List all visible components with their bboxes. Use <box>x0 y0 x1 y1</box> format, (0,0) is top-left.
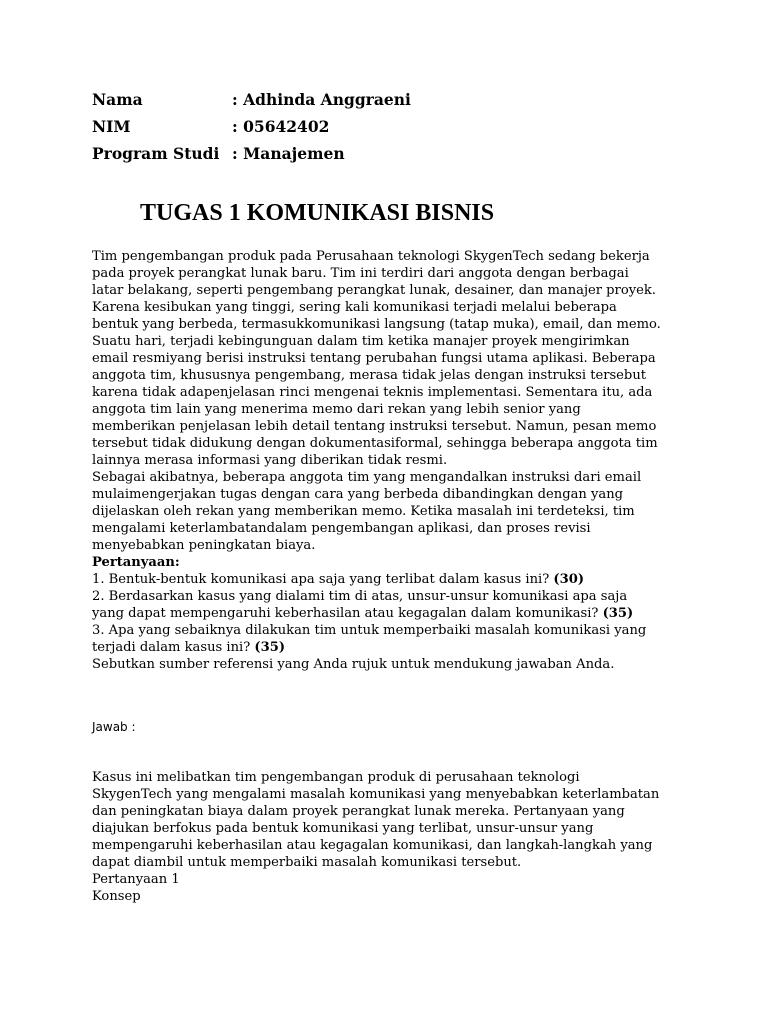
reference-note: Sebutkan sumber referensi yang Anda rujuk untuk mendukung jawaban Anda. <box>92 657 615 672</box>
case-paragraph-2: Suatu hari, terjadi kebingunguan dalam tim ketika manajer proyek mengirimkan email resmiyang berisi instruksi tentang perubahan fungsi utama aplikasi. Beberapa anggota tim, khususnya pengembang, merasa tidak jelas dengan instruksi tersebut karena tidak adapenjelasan rinci mengenai teknis implementasi. Sementara itu, ada anggota tim lain yang menerima memo dari rekan yang lebih senior yang memberikan penjelasan lebih detail tentang instruksi tersebut. Namun, pesan memo tersebut tidak didukung dengan dokumentasiformal, sehingga beberapa anggota tim lainnya merasa informasi yang diberikan tidak resmi. <box>92 334 658 468</box>
question-2-points: (35) <box>602 606 634 621</box>
document-title: TUGAS 1 KOMUNIKASI BISNIS <box>140 200 495 226</box>
nim-row <box>92 113 411 140</box>
question-3 <box>92 622 662 656</box>
question-3-points: (35) <box>254 640 286 655</box>
answer-paragraph: Kasus ini melibatkan tim pengembangan produk di perusahaan teknologi SkygenTech yang mengalami masalah komunikasi yang menyebabkan keterlambatan dan peningkatan biaya dalam proyek perangkat lunak mereka. Pertanyaan yang diajukan berfokus pada bentuk komunikasi yang terlibat, unsur-unsur yang mempengaruhi keberhasilan atau kegagalan komunikasi, dan langkah-langkah yang dapat diambil untuk memperbaiki masalah komunikasi tersebut. <box>92 770 660 870</box>
case-paragraph-3: Sebagai akibatnya, beberapa anggota tim yang mengandalkan instruksi dari email mulaimengerjakan tugas dengan cara yang berbeda dibandingkan dengan yang dijelaskan oleh rekan yang memberikan memo. Ketika masalah ini terdeteksi, tim mengalami keterlambatandalam pengembangan aplikasi, dan proses revisi menyebabkan peningkatan biaya. <box>92 470 642 553</box>
answer-section <box>92 769 662 905</box>
question-1-points: (30) <box>553 572 585 587</box>
question-3-text: 3. Apa yang sebaiknya dilakukan tim untuk memperbaiki masalah komunikasi yang terjadi dalam kasus ini? <box>92 623 647 655</box>
name-row <box>92 86 411 113</box>
study-program-label: Program Studi <box>92 144 220 163</box>
question-2 <box>92 588 662 622</box>
answer-label: Jawab : <box>92 720 136 734</box>
name-value: : Adhinda Anggraeni <box>232 90 411 109</box>
study-program-value: : Manajemen <box>232 144 345 163</box>
study-program-row <box>92 140 411 167</box>
question-1-text: 1. Bentuk-bentuk komunikasi apa saja yang terlibat dalam kasus ini? <box>92 572 550 587</box>
name-label: Nama <box>92 90 143 109</box>
answer-question-1-heading: Pertanyaan 1 <box>92 872 180 887</box>
answer-concept-heading: Konsep <box>92 889 141 904</box>
nim-label: NIM <box>92 117 131 136</box>
question-2-text: 2. Berdasarkan kasus yang dialami tim di atas, unsur-unsur komunikasi apa saja yang dapat mempengaruhi keberhasilan atau kegagalan dalam komunikasi? <box>92 589 628 621</box>
question-1 <box>92 571 662 588</box>
case-paragraph-1: Tim pengembangan produk pada Perusahaan teknologi SkygenTech sedang bekerja pada proyek perangkat lunak baru. Tim ini terdiri dari anggota dengan berbagai latar belakang, seperti pengembang perangkat lunak, desainer, dan manajer proyek. Karena kesibukan yang tinggi, sering kali komunikasi terjadi melalui beberapa bentuk yang berbeda, termasukkomunikasi langsung (tatap muka), email, dan memo. <box>92 249 661 332</box>
case-description <box>92 248 662 673</box>
nim-value: : 05642402 <box>232 117 330 136</box>
student-info <box>92 86 411 167</box>
questions-heading: Pertanyaan: <box>92 555 180 570</box>
